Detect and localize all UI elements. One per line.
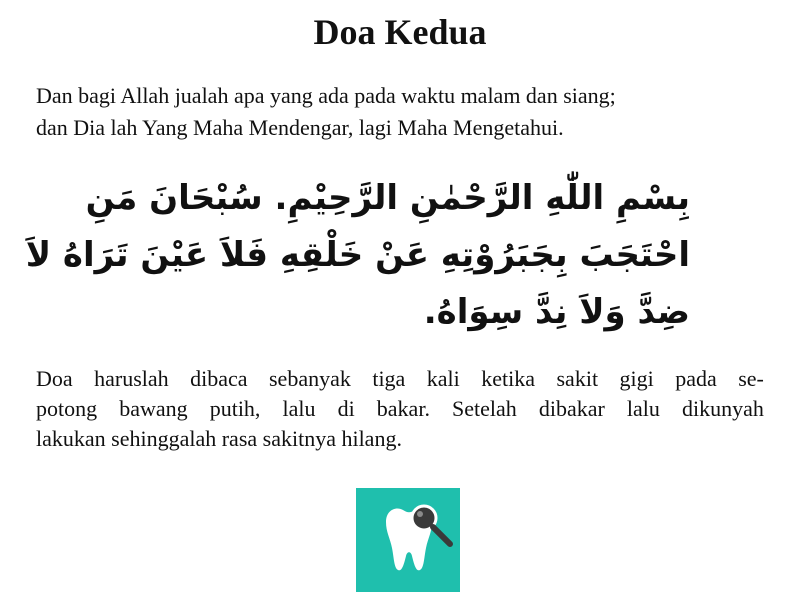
word: haruslah xyxy=(94,366,169,391)
word: pada xyxy=(675,366,717,391)
intro-line: dan Dia lah Yang Maha Mendengar, lagi Maha Mengetahui. xyxy=(36,115,564,140)
word: dibakar xyxy=(538,396,605,421)
word: lalu xyxy=(626,396,660,421)
intro-paragraph xyxy=(36,80,776,144)
word: lalu xyxy=(282,396,316,421)
instruction-line: lakukan sehinggalah rasa sakitnya hilang. xyxy=(36,426,402,451)
word: kali xyxy=(426,366,460,391)
word: ketika xyxy=(481,366,536,391)
word: se- xyxy=(738,366,764,391)
word: Doa xyxy=(36,366,73,391)
word: gigi xyxy=(619,366,654,391)
arabic-line: بِسْمِ اللّٰهِ الرَّحْمٰنِ الرَّحِيْمِ. سُبْحَانَ مَنِ xyxy=(85,178,690,218)
arabic-prayer xyxy=(25,170,690,341)
word: sebanyak xyxy=(269,366,351,391)
instruction-line xyxy=(36,364,764,394)
page-title: Doa Kedua xyxy=(313,12,487,52)
word: tiga xyxy=(372,366,406,391)
instruction-line xyxy=(36,394,764,424)
arabic-line: احْتَجَبَ بِجَبَرُوْتِهِ عَنْ خَلْقِهِ فَلاَ عَيْنَ تَرَاهُ لاَ xyxy=(25,235,690,275)
word: Setelah xyxy=(452,396,517,421)
word: bakar. xyxy=(376,396,430,421)
instruction-paragraph xyxy=(36,364,764,454)
tooth-magnifier-icon xyxy=(356,488,460,592)
word: sakit xyxy=(556,366,599,391)
word: potong xyxy=(36,396,98,421)
word: dikunyah xyxy=(682,396,764,421)
word: putih, xyxy=(209,396,261,421)
intro-line: Dan bagi Allah jualah apa yang ada pada waktu malam dan siang; xyxy=(36,83,616,108)
word: di xyxy=(337,396,355,421)
word: dibaca xyxy=(190,366,248,391)
arabic-line: ضِدَّ وَلاَ نِدَّ سِوَاهُ. xyxy=(423,292,690,332)
magnifier-handle xyxy=(433,527,450,544)
word: bawang xyxy=(119,396,188,421)
